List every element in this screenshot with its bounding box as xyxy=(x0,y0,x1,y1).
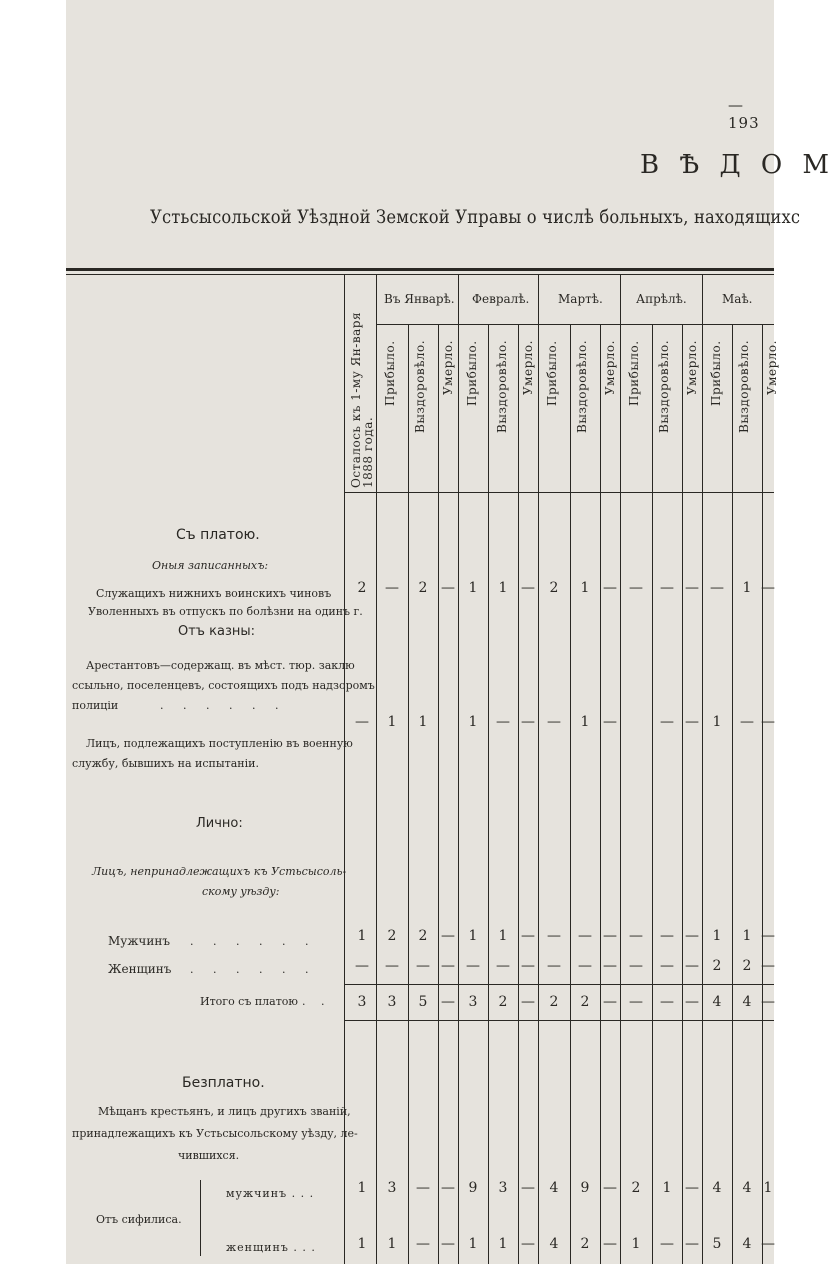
table-cell: — xyxy=(547,714,561,730)
label-free-3: чившихся. xyxy=(178,1149,240,1162)
month-february: Февралѣ. xyxy=(472,292,530,306)
table-cell: — xyxy=(441,1180,455,1196)
label-free-1: Мѣщанъ крестьянъ, и лицъ другихъ званій, xyxy=(98,1105,351,1118)
month-may: Маѣ. xyxy=(722,292,753,306)
table-cell: — xyxy=(521,1236,535,1252)
table-cell: 3 xyxy=(498,1180,508,1196)
table-cell: 1 xyxy=(357,928,367,944)
table-cell: — xyxy=(603,928,617,944)
label-men-dots: . . . . . . xyxy=(190,935,317,948)
table-cell: — xyxy=(660,928,674,944)
table-cell: 1 xyxy=(498,928,508,944)
table-cell: — xyxy=(629,580,643,596)
table-cell: — xyxy=(441,580,455,596)
table-cell: 9 xyxy=(468,1180,478,1196)
table-cell: — xyxy=(603,958,617,974)
table-cell: 1 xyxy=(418,714,428,730)
table-cell: — xyxy=(603,994,617,1010)
section-paid: Съ платою. xyxy=(176,527,260,543)
column-border xyxy=(376,274,377,1264)
sub-arrived: Прибыло. xyxy=(627,340,641,406)
table-cell: 2 xyxy=(418,580,428,596)
table-cell: — xyxy=(496,958,510,974)
label-nonlocal-1: Лицъ, непринадлежащихъ къ Устьсысоль- xyxy=(92,865,347,878)
column-border xyxy=(652,324,653,1264)
table-cell: — xyxy=(603,580,617,596)
table-cell: — xyxy=(355,958,369,974)
section-free: Безплатно. xyxy=(182,1075,265,1091)
table-cell: 2 xyxy=(549,580,559,596)
column-border xyxy=(620,274,621,1264)
table-cell: 4 xyxy=(712,1180,722,1196)
table-top-rule-thin xyxy=(66,274,774,275)
label-arrested-1: Арестантовъ—содержащ. въ мѣст. тюр. заклю xyxy=(86,659,355,672)
table-cell: 1 xyxy=(468,928,478,944)
section-treasury: Отъ казны: xyxy=(178,624,255,639)
table-cell: — xyxy=(685,1180,699,1196)
header-remained: Осталось къ 1-му Ян-варя 1888 года. xyxy=(349,311,375,488)
table-cell: — xyxy=(603,1236,617,1252)
column-border xyxy=(702,274,703,1264)
table-cell: — xyxy=(521,714,535,730)
label-syph-men: мужчинъ . . . xyxy=(226,1187,315,1200)
table-cell: — xyxy=(578,928,592,944)
table-cell: 5 xyxy=(712,1236,722,1252)
sub-died: Умерло. xyxy=(685,340,699,395)
table-cell: 1 xyxy=(712,714,722,730)
label-soldiers: Служащихъ нижнихъ воинскихъ чиновъ xyxy=(96,587,332,600)
table-cell: 2 xyxy=(742,958,752,974)
month-march: Мартѣ. xyxy=(558,292,603,306)
label-recruits-1: Лицъ, подлежащихъ поступленію въ военную xyxy=(86,737,353,750)
document-title: В Ѣ Д О М xyxy=(640,150,835,180)
table-cell: 1 xyxy=(498,580,508,596)
table-cell: 2 xyxy=(357,580,367,596)
column-border xyxy=(682,324,683,1264)
table-cell: 1 xyxy=(357,1236,367,1252)
sub-died: Умерло. xyxy=(603,340,617,395)
table-cell: — xyxy=(441,1236,455,1252)
table-cell: — xyxy=(761,714,775,730)
column-border xyxy=(732,324,733,1264)
table-cell: 4 xyxy=(549,1236,559,1252)
sub-died: Умерло. xyxy=(521,340,535,395)
table-cell: — xyxy=(761,580,775,596)
table-cell: 1 xyxy=(468,714,478,730)
sub-arrived: Прибыло. xyxy=(545,340,559,406)
column-border xyxy=(538,274,539,1264)
table-cell: — xyxy=(761,958,775,974)
table-cell: — xyxy=(629,994,643,1010)
column-border xyxy=(408,324,409,1264)
table-cell: — xyxy=(685,958,699,974)
table-cell: — xyxy=(416,1180,430,1196)
label-women-dots: . . . . . . xyxy=(190,963,317,976)
table-top-rule xyxy=(66,268,774,271)
table-cell: — xyxy=(441,928,455,944)
table-cell: 4 xyxy=(742,994,752,1010)
table-cell: — xyxy=(416,958,430,974)
sub-recovered: Выздоровѣло. xyxy=(657,340,671,434)
sub-recovered: Выздоровѣло. xyxy=(575,340,589,434)
document-page xyxy=(66,0,774,1264)
table-cell: — xyxy=(629,958,643,974)
table-cell: 5 xyxy=(418,994,428,1010)
table-cell: 1 xyxy=(357,1180,367,1196)
table-cell: — xyxy=(521,994,535,1010)
sub-arrived: Прибыло. xyxy=(709,340,723,406)
table-cell: — xyxy=(547,928,561,944)
table-cell: — xyxy=(466,958,480,974)
label-men: Мужчинъ xyxy=(108,934,170,948)
table-cell: — xyxy=(547,958,561,974)
table-cell: 1 xyxy=(498,1236,508,1252)
table-cell: 1 xyxy=(631,1236,641,1252)
table-cell: 1 xyxy=(580,714,590,730)
table-cell: — xyxy=(385,958,399,974)
table-cell: — xyxy=(578,958,592,974)
table-cell: — xyxy=(761,928,775,944)
table-cell: — xyxy=(685,1236,699,1252)
table-cell: 1 xyxy=(662,1180,672,1196)
table-cell: — xyxy=(441,958,455,974)
table-cell: — xyxy=(685,580,699,596)
table-cell: — xyxy=(761,1236,775,1252)
label-free-2: принадлежащихъ къ Устьсысольскому уѣзду, ле- xyxy=(72,1127,358,1140)
label-dots: . . . . . . xyxy=(160,699,287,712)
table-cell: — xyxy=(521,580,535,596)
sub-recovered: Выздоровѣло. xyxy=(413,340,427,434)
month-divider xyxy=(376,324,774,325)
table-cell: 1 xyxy=(712,928,722,944)
table-cell: — xyxy=(603,1180,617,1196)
table-cell: — xyxy=(685,928,699,944)
table-cell: — xyxy=(740,714,754,730)
sub-died: Умерло. xyxy=(441,340,455,395)
sub-arrived: Прибыло. xyxy=(465,340,479,406)
document-subtitle: Устьсысольской Уѣздной Земской Управы о числѣ больныхъ, находящихс xyxy=(150,206,801,228)
table-cell: 1 xyxy=(763,1180,773,1196)
label-arrested-3: полиціи xyxy=(72,699,119,712)
label-syphilis: Отъ сифилиса. xyxy=(96,1213,182,1226)
label-syph-women: женщинъ . . . xyxy=(226,1241,316,1254)
table-cell: 3 xyxy=(387,1180,397,1196)
table-cell: — xyxy=(761,994,775,1010)
label-women: Женщинъ xyxy=(108,962,172,976)
table-cell: — xyxy=(629,928,643,944)
table-cell: 2 xyxy=(387,928,397,944)
label-dismissed: Уволенныхъ въ отпускъ по болѣзни на одинъ г. xyxy=(88,605,363,618)
table-cell: — xyxy=(441,994,455,1010)
table-cell: — xyxy=(521,1180,535,1196)
table-cell: — xyxy=(685,714,699,730)
sub-recovered: Выздоровѣло. xyxy=(495,340,509,434)
label-arrested-2: ссыльно, поселенцевъ, состоящихъ подъ надзоромъ xyxy=(72,679,375,692)
table-cell: 2 xyxy=(418,928,428,944)
table-cell: — xyxy=(603,714,617,730)
column-border xyxy=(458,274,459,1264)
sub-recovered: Выздоровѣло. xyxy=(737,340,751,434)
page-number: —193 xyxy=(728,96,760,132)
table-cell: — xyxy=(416,1236,430,1252)
table-cell: — xyxy=(660,714,674,730)
table-cell: 2 xyxy=(580,994,590,1010)
syphilis-brace xyxy=(200,1180,207,1256)
column-border xyxy=(570,324,571,1264)
table-cell: 4 xyxy=(712,994,722,1010)
column-border xyxy=(600,324,601,1264)
table-cell: 4 xyxy=(549,1180,559,1196)
table-cell: — xyxy=(660,994,674,1010)
column-border xyxy=(438,324,439,1264)
table-cell: 3 xyxy=(468,994,478,1010)
table-cell: — xyxy=(660,580,674,596)
section-personal: Лично: xyxy=(196,816,243,831)
table-cell: 1 xyxy=(387,714,397,730)
sub-died: Умерло. xyxy=(765,340,779,395)
sub-arrived: Прибыло. xyxy=(383,340,397,406)
table-cell: 1 xyxy=(742,928,752,944)
table-cell: 1 xyxy=(387,1236,397,1252)
table-cell: — xyxy=(710,580,724,596)
table-cell: 1 xyxy=(742,580,752,596)
table-cell: 3 xyxy=(387,994,397,1010)
column-border xyxy=(518,324,519,1264)
month-january: Въ Январѣ. xyxy=(384,292,455,306)
label-of-them: Оныя записанныхъ: xyxy=(152,559,269,572)
table-cell: — xyxy=(660,958,674,974)
table-cell: — xyxy=(496,714,510,730)
table-cell: 2 xyxy=(712,958,722,974)
table-cell: 1 xyxy=(580,580,590,596)
table-cell: 9 xyxy=(580,1180,590,1196)
table-cell: — xyxy=(355,714,369,730)
table-cell: — xyxy=(685,994,699,1010)
table-cell: — xyxy=(521,928,535,944)
month-april: Апрѣлѣ. xyxy=(636,292,687,306)
table-cell: 2 xyxy=(580,1236,590,1252)
label-nonlocal-2: скому уѣзду: xyxy=(202,885,280,898)
table-cell: 2 xyxy=(498,994,508,1010)
table-cell: — xyxy=(521,958,535,974)
column-border xyxy=(488,324,489,1264)
label-total-dots: . . xyxy=(302,995,331,1008)
table-cell: 2 xyxy=(631,1180,641,1196)
table-cell: 4 xyxy=(742,1236,752,1252)
column-border xyxy=(762,324,763,1264)
table-cell: 4 xyxy=(742,1180,752,1196)
table-cell: — xyxy=(385,580,399,596)
table-cell: 2 xyxy=(549,994,559,1010)
table-cell: — xyxy=(660,1236,674,1252)
table-cell: 1 xyxy=(468,1236,478,1252)
table-cell: 3 xyxy=(357,994,367,1010)
label-recruits-2: службу, бывшихъ на испытаніи. xyxy=(72,757,259,770)
label-total-paid: Итого съ платою xyxy=(200,995,299,1008)
table-cell: 1 xyxy=(468,580,478,596)
